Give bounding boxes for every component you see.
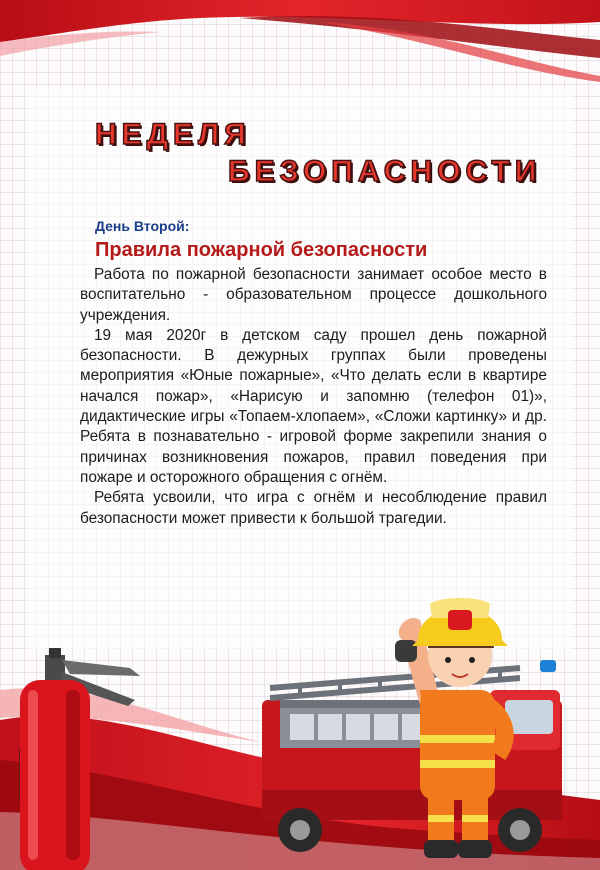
paragraph-3: Ребята усвоили, что игра с огнём и несоблюдение правил безопасности может привести к большой трагедии. xyxy=(80,489,547,527)
section-heading: Правила пожарной безопасности xyxy=(95,239,428,261)
paragraph-2: 19 мая 2020г в детском саду прошел день пожарной безопасности. В дежурных группах были проведены мероприятия «Юные пожарные», «Что делать если в квартире начался пожар», «Нарисую и запомню (телефон 01)», дидактические игры «Топаем-хлопаем», «Сложи картинку» и др. Ребята в познавательно - игровой форме закрепили знания о причинах возникновения пожаров, правил поведения при пожаре и осторожного обращения с огнём. xyxy=(80,326,547,486)
body-text xyxy=(80,265,547,529)
paragraph-1: Работа по пожарной безопасности занимает особое место в воспитательно - образовательном процессе дошкольного учреждения. xyxy=(80,266,547,324)
day-label: День Второй: xyxy=(95,218,190,234)
title-line-1: НЕДЕЛЯ xyxy=(95,118,251,151)
title-line-2: БЕЗОПАСНОСТИ xyxy=(228,155,542,188)
